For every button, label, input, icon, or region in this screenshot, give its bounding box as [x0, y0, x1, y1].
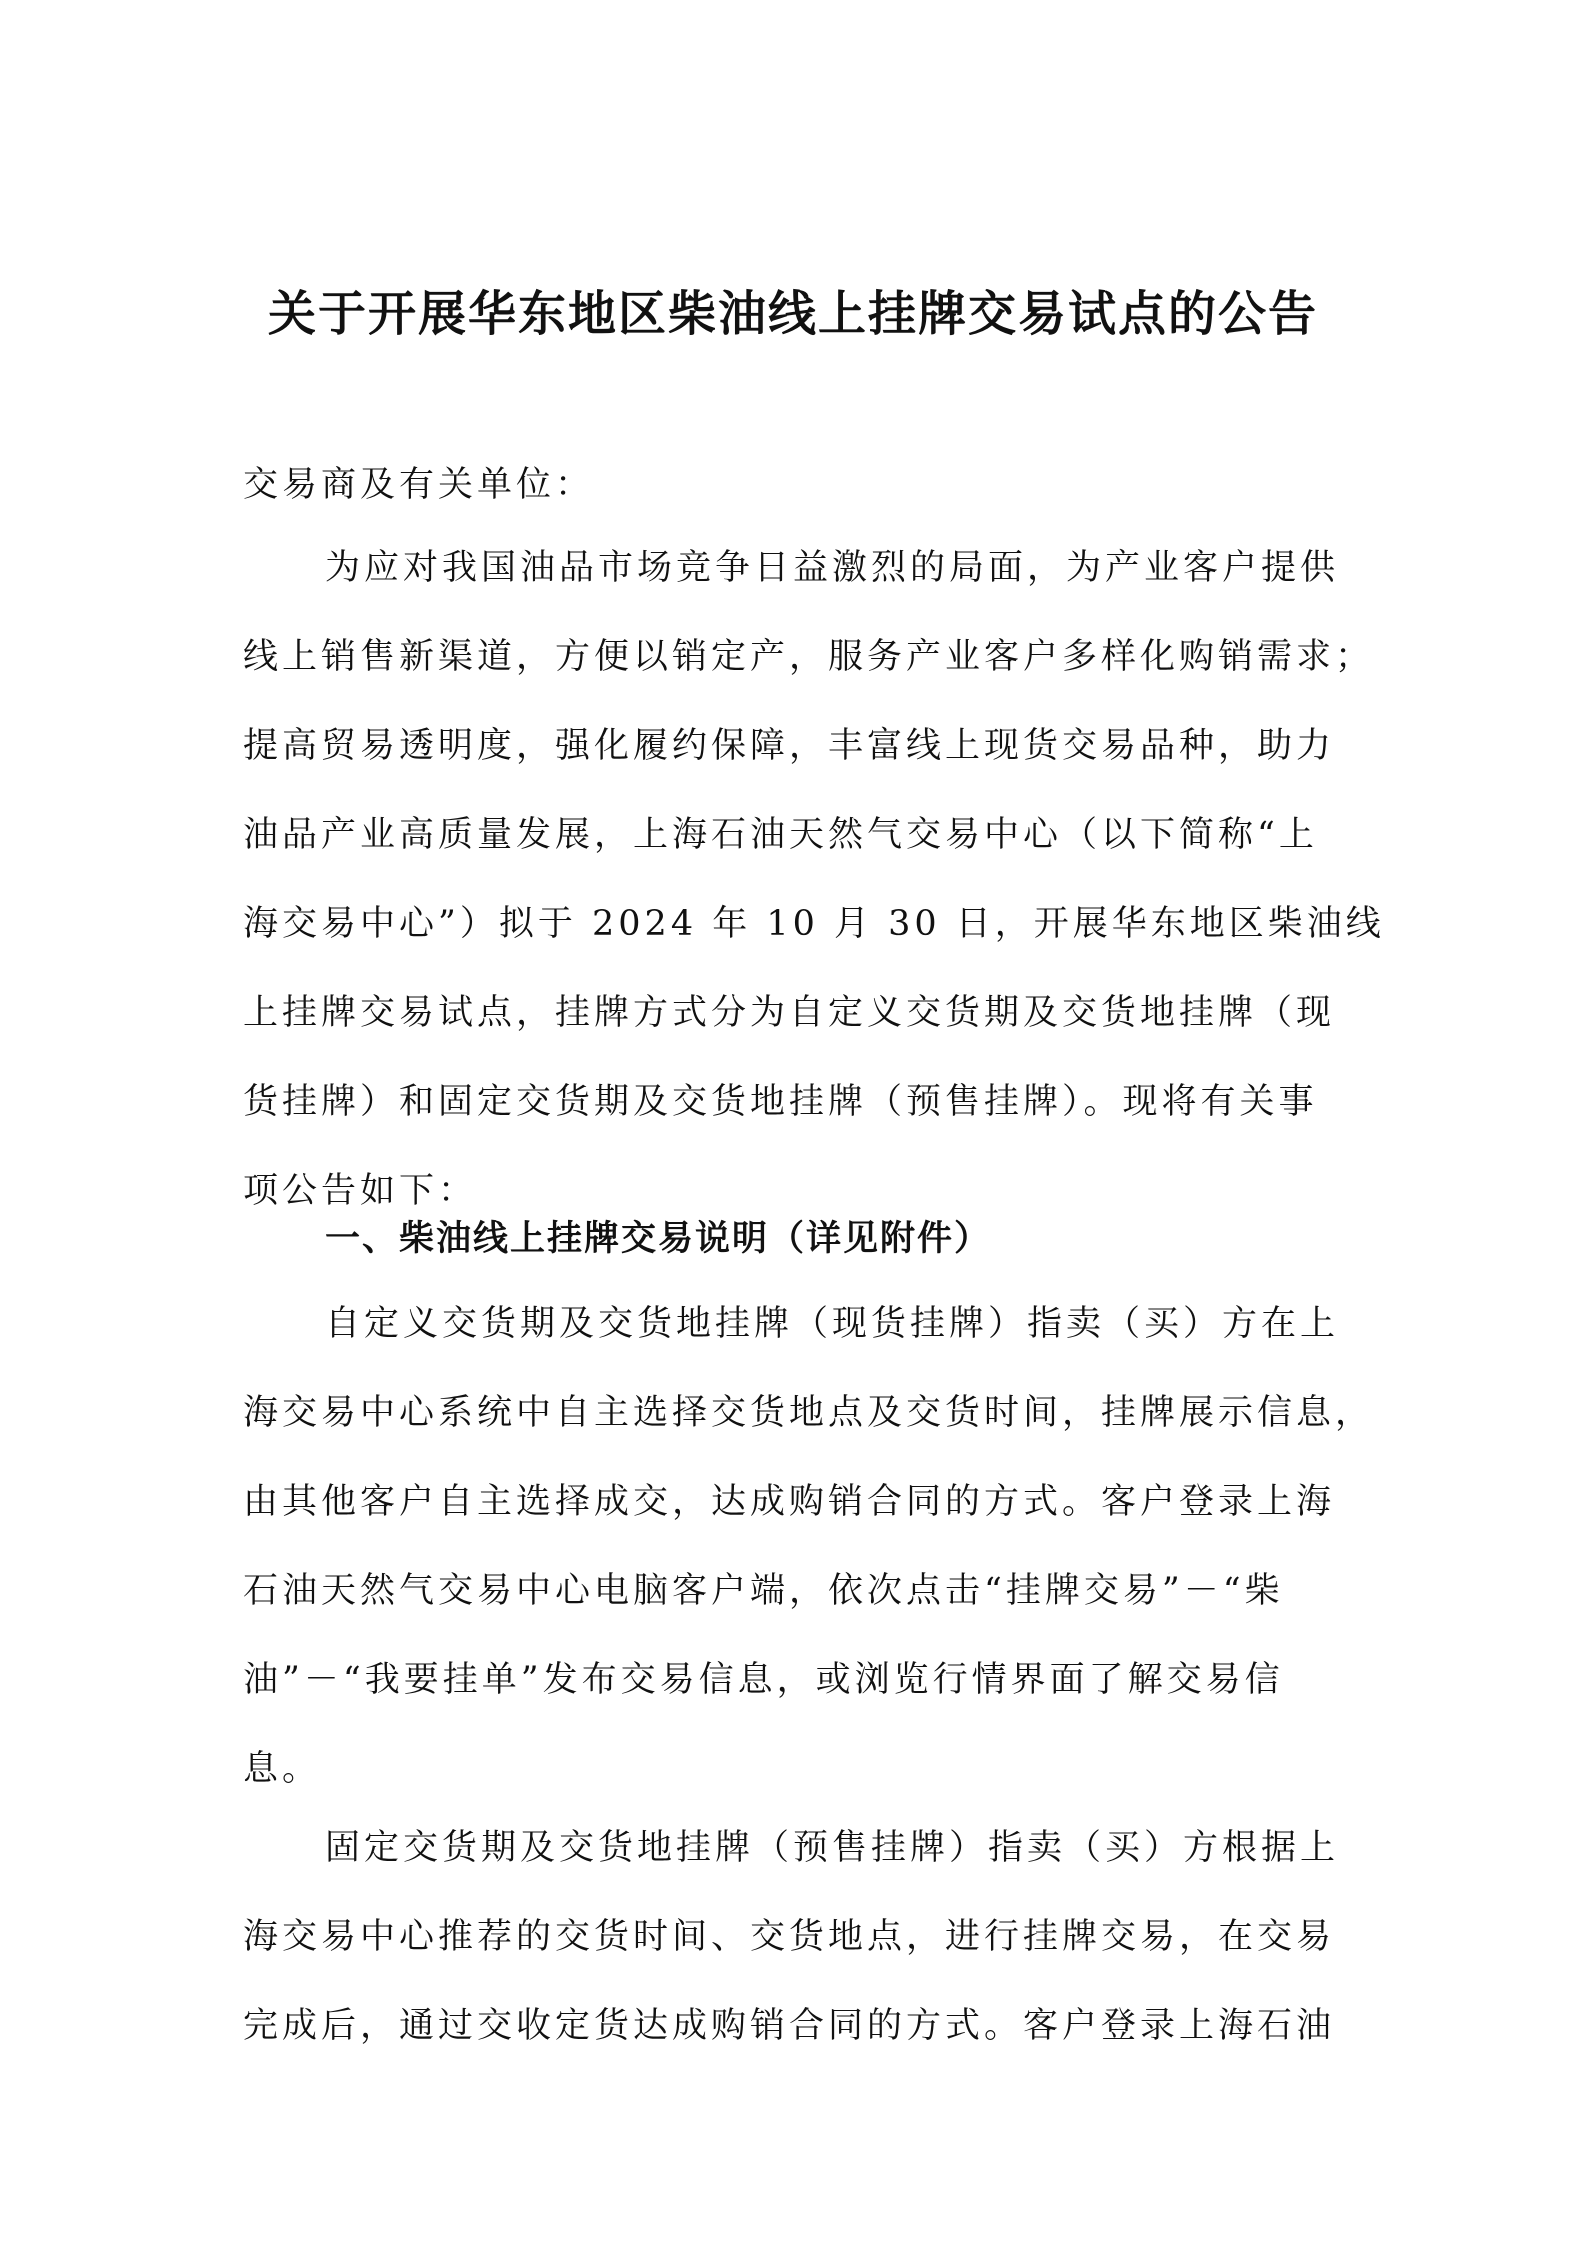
paragraph-line: 海交易中心推荐的交货时间、交货地点，进行挂牌交易，在交易	[243, 1917, 1336, 1957]
paragraph-line: 项公告如下：	[243, 1171, 478, 1211]
paragraph-presale-listing	[243, 1804, 1353, 2071]
paragraph-line: 息。	[243, 1749, 322, 1789]
paragraph-line: 固定交货期及交货地挂牌（预售挂牌）指卖（买）方根据上	[325, 1828, 1340, 1868]
paragraph-line: 海交易中心”）拟于 2024 年 10 月 30 日，开展华东地区柴油线	[243, 904, 1385, 944]
paragraph-line: 完成后，通过交收定货达成购销合同的方式。客户登录上海石油	[243, 2006, 1336, 2046]
paragraph-line: 油品产业高质量发展，上海石油天然气交易中心（以下简称“上	[243, 815, 1318, 855]
section-heading: 一、柴油线上挂牌交易说明（详见附件）	[325, 1219, 992, 1259]
paragraph-line: 由其他客户自主选择成交，达成购销合同的方式。客户登录上海	[243, 1482, 1336, 1522]
paragraph-line: 为应对我国油品市场竞争日益激烈的局面，为产业客户提供	[325, 548, 1340, 588]
paragraph-line: 自定义交货期及交货地挂牌（现货挂牌）指卖（买）方在上	[325, 1304, 1340, 1344]
paragraph-line: 海交易中心系统中自主选择交货地点及交货时间，挂牌展示信息，	[243, 1393, 1375, 1433]
document-title: 关于开展华东地区柴油线上挂牌交易试点的公告	[267, 286, 1318, 342]
paragraph-line: 线上销售新渠道，方便以销定产，服务产业客户多样化购销需求；	[243, 637, 1375, 677]
salutation: 交易商及有关单位：	[243, 465, 595, 505]
paragraph-line: 上挂牌交易试点，挂牌方式分为自定义交货期及交货地挂牌（现	[243, 993, 1336, 1033]
paragraph-line: 货挂牌）和固定交货期及交货地挂牌（预售挂牌）。现将有关事	[243, 1082, 1318, 1122]
paragraph-line: 提高贸易透明度，强化履约保障，丰富线上现货交易品种，助力	[243, 726, 1336, 766]
paragraph-spot-listing	[243, 1280, 1375, 1814]
paragraph-line: 石油天然气交易中心电脑客户端，依次点击“挂牌交易”－“柴	[243, 1571, 1284, 1611]
paragraph-intro	[243, 524, 1385, 1236]
paragraph-line: 油”－“我要挂单”发布交易信息，或浏览行情界面了解交易信	[243, 1660, 1284, 1700]
